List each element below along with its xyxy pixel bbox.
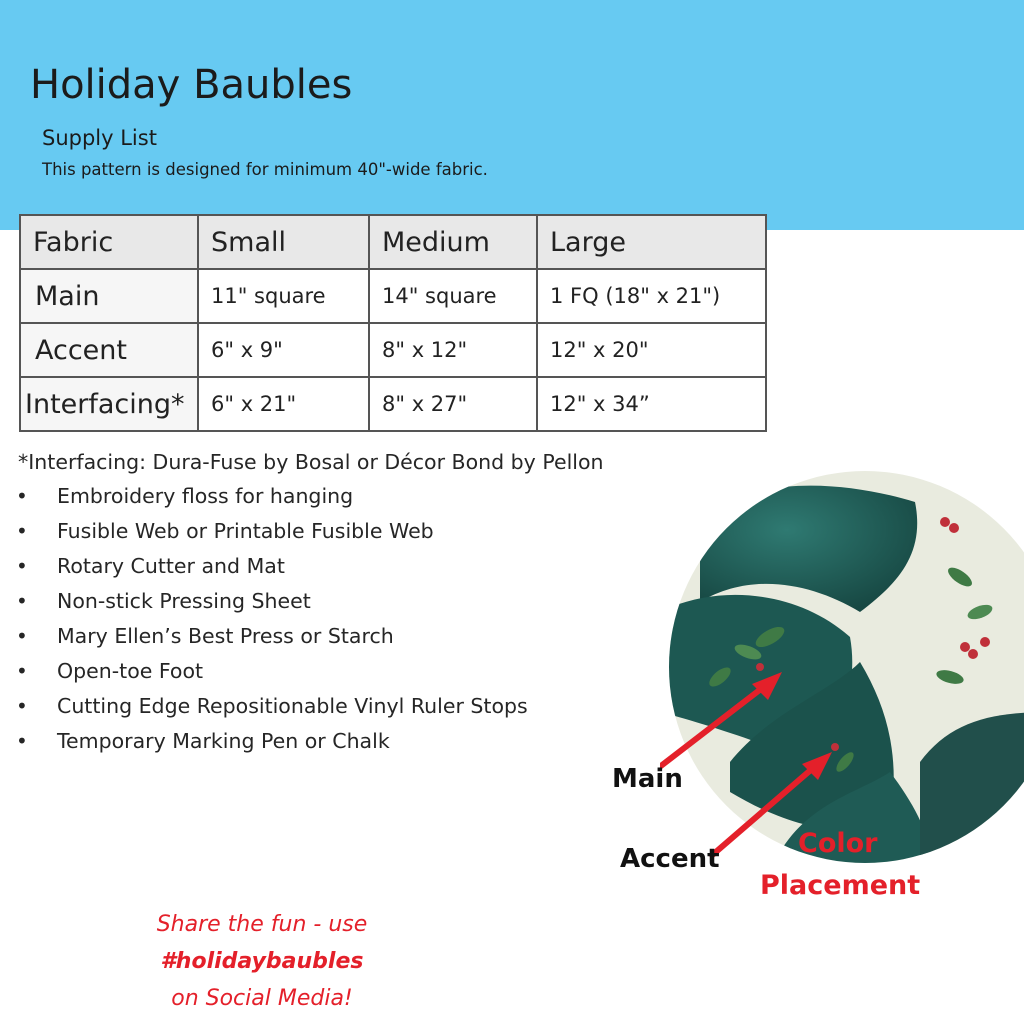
bullet-icon: • — [16, 694, 28, 718]
interfacing-footnote: *Interfacing: Dura-Fuse by Bosal or Décor Bond by Pellon — [18, 450, 604, 474]
list-item-text: Temporary Marking Pen or Chalk — [57, 729, 390, 753]
header-small: Small — [198, 215, 369, 269]
table-cell: 14" square — [369, 269, 537, 323]
list-item-text: Mary Ellen’s Best Press or Starch — [57, 624, 394, 648]
table-cell: 6" x 9" — [198, 323, 369, 377]
share-line: on Social Media! — [171, 986, 353, 1011]
header-banner — [0, 0, 1024, 230]
list-item-text: Open-toe Foot — [57, 659, 204, 683]
placement-label: Placement — [760, 870, 921, 901]
hashtag-text: #holidaybaubles — [160, 949, 364, 974]
bullet-icon: • — [16, 554, 28, 578]
table-row — [20, 377, 766, 431]
table-header-row — [20, 215, 766, 269]
table-row — [20, 269, 766, 323]
bullet-icon: • — [16, 589, 28, 613]
list-item-text: Cutting Edge Repositionable Vinyl Ruler Stops — [57, 694, 528, 718]
accent-label: Accent — [620, 844, 720, 874]
bullet-icon: • — [16, 624, 28, 648]
page-title: Holiday Baubles — [30, 62, 353, 108]
page-subtitle: Supply List — [42, 126, 157, 150]
row-label-main: Main — [20, 269, 198, 323]
social-share-callout — [132, 906, 392, 1017]
table-cell: 1 FQ (18" x 21") — [537, 269, 766, 323]
fabric-requirements-table — [19, 214, 767, 432]
list-item-text: Embroidery floss for hanging — [57, 484, 354, 508]
header-large: Large — [537, 215, 766, 269]
header-medium: Medium — [369, 215, 537, 269]
list-item-text: Rotary Cutter and Mat — [57, 554, 285, 578]
list-item-text: Fusible Web or Printable Fusible Web — [57, 519, 434, 543]
row-label-accent: Accent — [20, 323, 198, 377]
row-label-interfacing: Interfacing* — [20, 377, 198, 431]
main-label: Main — [612, 764, 683, 794]
bullet-icon: • — [16, 729, 28, 753]
fabric-width-note: This pattern is designed for minimum 40"-wide fabric. — [42, 160, 488, 179]
table-cell: 11" square — [198, 269, 369, 323]
bullet-icon: • — [16, 659, 28, 683]
table-row — [20, 323, 766, 377]
bullet-icon: • — [16, 484, 28, 508]
share-line: Share the fun - use — [156, 912, 368, 937]
table-cell: 12" x 34” — [537, 377, 766, 431]
table-cell: 8" x 27" — [369, 377, 537, 431]
bullet-icon: • — [16, 519, 28, 543]
color-label: Color — [798, 828, 878, 859]
table-cell: 6" x 21" — [198, 377, 369, 431]
list-item-text: Non-stick Pressing Sheet — [57, 589, 311, 613]
header-fabric: Fabric — [20, 215, 198, 269]
table-cell: 12" x 20" — [537, 323, 766, 377]
table-cell: 8" x 12" — [369, 323, 537, 377]
